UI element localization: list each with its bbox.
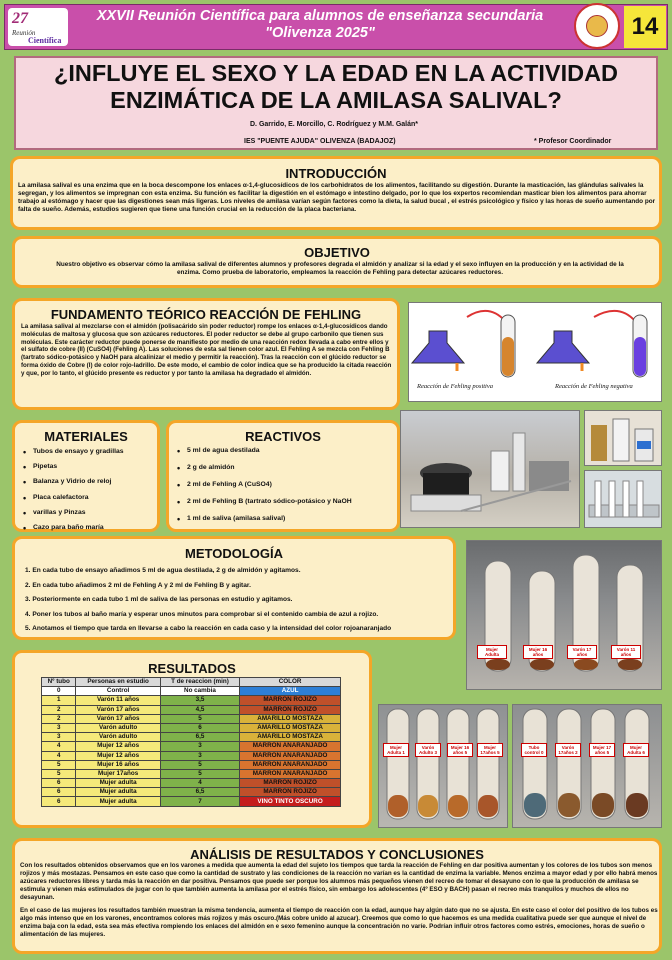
objetivo-heading: OBJETIVO [304, 245, 370, 260]
table-row [42, 751, 341, 760]
cell-color: MARRON ROJIZO [240, 705, 341, 714]
cell-tube: 3 [42, 723, 76, 732]
cell-person: Mujer adulta [76, 797, 160, 806]
reactivos-list [177, 447, 395, 530]
reagents-svg [585, 411, 662, 466]
analisis-text: Con los resultados obtenidos observamos que en los varones a medida que aumenta la edad del sujeto los tiempos que tarda la reacción de Fehling en dar positiva aumentan y los colores de los tubos son menos rojizos y más mostazas. Pensamos en este caso que como la cantidad de sustrato y las condiciones de la reacción no varían es la cantidad de enzima la variable. Menos enzima a mayor edad y por ello habrá menos azúcares reductores libres y tarda más la reacción en dar positiva. Pensamos que puede ser porque los alumnos más pequeños vienen del recreo de tomar el desayuno con lo que la producción de amilasa se estimula y vienen más estimulados de jugar con lo que también aumenta la amilasa por el estrés físico, sin embargo los adolescentes (4º ESO y BACH) pasan el recreo más tranquilos y muchos de ellos no desayunan. [20, 862, 658, 901]
fundamento-heading: FUNDAMENTO TEÓRICO REACCIÓN DE FEHLING [50, 307, 362, 322]
cell-tube: 4 [42, 742, 76, 751]
col-header: Nº tubo [42, 678, 76, 687]
cell-time: No cambia [160, 687, 239, 696]
cell-person: Varón adulto [76, 733, 160, 742]
tube-label: Varón 17años 2 [555, 743, 581, 757]
poster-title: ¿INFLUYE EL SEXO Y LA EDAD EN LA ACTIVIDAD ENZIMÁTICA DE LA AMILASA SALIVAL? [53, 60, 619, 113]
cell-time: 4,5 [160, 705, 239, 714]
lab-photo-svg [401, 411, 580, 528]
table-row [42, 733, 341, 742]
school-seal [574, 3, 620, 49]
table-row [42, 723, 341, 732]
cell-color: AMARILLO MOSTAZA [240, 723, 341, 732]
tube-label: Tubo control 0 [521, 743, 547, 757]
list-item: 5. Anotamos el tiempo que tarda en llevarse a cabo la reacción en cada caso y la intensidad del color rojoanaranjado [25, 625, 392, 633]
analisis-panel [12, 838, 662, 954]
resultados-panel [12, 650, 372, 828]
tube-label: Mujer Adulta 1 [383, 743, 409, 757]
table-row [42, 779, 341, 788]
cell-tube: 3 [42, 733, 76, 742]
tube-positive-fill [502, 337, 514, 376]
lab-materials-photo [400, 410, 580, 528]
cell-color: AMARILLO MOSTAZA [240, 714, 341, 723]
cell-time: 3 [160, 751, 239, 760]
logo-text-2: Científica [28, 36, 62, 45]
cell-tube: 2 [42, 714, 76, 723]
table-row [42, 687, 341, 696]
cell-color: MARRON ROJIZO [240, 779, 341, 788]
reactivos-panel [166, 420, 400, 532]
list-item: • Cazo para baño maría [23, 524, 155, 531]
cell-color: MARRON ROJIZO [240, 696, 341, 705]
cell-color: MARRON ANARANJADO [240, 769, 341, 778]
cell-person: Mujer adulta [76, 788, 160, 797]
cell-person: Varón 17 años [76, 714, 160, 723]
mixed-tubes-svg [513, 705, 662, 828]
flask-left-icon [412, 331, 464, 363]
tube-label: Varón 17 años [567, 645, 597, 659]
list-item: • Pipetas [23, 463, 155, 470]
tube-label: Varón 11 años [611, 645, 641, 659]
event-logo [8, 8, 68, 46]
metodologia-heading: METODOLOGÍA [185, 546, 283, 561]
women-tubes-photo [378, 704, 508, 828]
cell-tube: 4 [42, 751, 76, 760]
tube-label: Mujer 17 años 5 [589, 743, 615, 757]
cell-color: MARRON ROJIZO [240, 788, 341, 797]
objetivo-panel [12, 236, 662, 288]
introduccion-panel [10, 156, 662, 230]
cell-color: AMARILLO MOSTAZA [240, 733, 341, 742]
coordinator-note: * Profesor Coordinador [534, 138, 612, 145]
cell-tube: 6 [42, 779, 76, 788]
cell-time: 6,5 [160, 788, 239, 797]
cell-time: 6 [160, 723, 239, 732]
arrow-left-icon [467, 311, 505, 321]
tube-label: Mujer 16 años [523, 645, 553, 659]
table-header-row [42, 678, 341, 687]
col-header: T de reaccion (min) [160, 678, 239, 687]
table-row [42, 797, 341, 806]
cell-tube: 1 [42, 696, 76, 705]
list-item: • Placa calefactora [23, 494, 155, 501]
cell-person: Control [76, 687, 160, 696]
cell-time: 5 [160, 714, 239, 723]
cell-color: AZUL [240, 687, 341, 696]
cell-color: VINO TINTO OSCURO [240, 797, 341, 806]
introduccion-text: La amilasa salival es una enzima que en la boca descompone los enlaces α-1,4-glucosídicos de los carbohidratos de los alimentos, facilitando su digestión. Durante la masticación, las glándulas salivales la segregan, y los alimentos se impregnan con esta enzima. Su función es facilitar la digestión en el estómago e intestino delgado, por lo que los expertos recomiendan masticar bien los alimentos para ahorrar trabajo al estómago y hacer que las digestiones sean más ligeras. Los niveles de amilasa varían según factores como la dieta, la salud bucal , el estrés psicológico y físico y las horas de sueño aumentando por falta de sueño. Además, estudios sugieren que tiene una función crucial en la reducción de la placa bacteriana. [18, 182, 656, 214]
arrow-right-icon [594, 311, 635, 321]
cell-color: MARRON ANARANJADO [240, 760, 341, 769]
materiales-list [23, 448, 155, 539]
list-item: • 1 ml de saliva (amilasa salival) [177, 515, 395, 522]
table-row [42, 760, 341, 769]
tube-label: Mujer Adulta [477, 645, 507, 659]
results-table [41, 677, 341, 807]
cell-tube: 0 [42, 687, 76, 696]
table-row [42, 696, 341, 705]
tube-label: Mujer Adulta 6 [623, 743, 649, 757]
metodologia-steps [25, 567, 451, 640]
list-item: • varillas y Pinzas [23, 509, 155, 516]
cell-person: Mujer adulta [76, 779, 160, 788]
label-positive: Reacción de Fehling positiva [417, 383, 493, 390]
list-item: 1. En cada tubo de ensayo añadimos 5 ml de agua destilada, 2 g de almidón y agitamos. [25, 567, 301, 574]
tubes-results-svg [467, 541, 662, 690]
cell-person: Varón adulto [76, 723, 160, 732]
list-item: • 2 ml de Fehling B (tartrato sódico-potásico y NaOH [177, 498, 395, 505]
table-row [42, 714, 341, 723]
cell-person: Mujer 12 años [76, 742, 160, 751]
reactivos-heading: REACTIVOS [245, 429, 321, 444]
cell-time: 5 [160, 769, 239, 778]
objetivo-text: Nuestro objetivo es observar cómo la amilasa salival de diferentes alumnos y profesores degrada el almidón y analizar si la edad y el sexo influyen en la producción y en la actividad de la enzima. Como prueba de laboratorio, empleamos la reacción de Fehling para detectar azúcares reductores. [56, 261, 624, 277]
materiales-panel [12, 420, 160, 532]
tubes-rack-svg [585, 471, 662, 528]
women-tubes-svg [379, 705, 508, 828]
tubes-rack-photo [584, 470, 662, 528]
cell-tube: 2 [42, 705, 76, 714]
cell-time: 3,5 [160, 696, 239, 705]
cell-tube: 6 [42, 797, 76, 806]
list-item: • 2 g de almidón [177, 464, 395, 471]
cell-color: MARRON ANARANJADO [240, 751, 341, 760]
fundamento-text: La amilasa salival al mezclarse con el almidón (polisacárido sin poder reductor) rompe los enlaces α-1,4-glucosídicos dando moléculas de maltosa y glucosa que son azúcares reductores. El poder reductor se debe al grupo carbonilo que tienen sus moléculas. Este carácter reductor puede ponerse de manifiesto por medio de una reacción redox llevada a cabo entre ellos y el sulfato de cobre (II) (CuSO4) (Fehling A). Las soluciones de esta sal tienen color azul. El Fehling A se mezcla con Fehling B (tartrato sódico-potásico y NaOH para alcalinizar el medio y permitir la reacción). Tras la reacción con el glúcido reductor se forma óxido de Cobre (I) de color rojo-ladrillo. De este modo, el cambio de color indica que se ha producido la citada reacción y que, por lo tanto, el glúcido presente es reductor y por tanto la amilasa ha degradado el almidón. [21, 323, 392, 377]
cell-person: Mujer 16 años [76, 760, 160, 769]
reagents-photo [584, 410, 662, 466]
cell-tube: 5 [42, 760, 76, 769]
tube-label: Mujer 16 años 5 [447, 743, 473, 757]
cell-person: Mujer 12 años [76, 751, 160, 760]
cell-time: 6,5 [160, 733, 239, 742]
cell-tube: 6 [42, 788, 76, 797]
list-item: • Tubos de ensayo y gradillas [23, 448, 155, 455]
cell-tube: 5 [42, 769, 76, 778]
tube-negative-fill [634, 337, 646, 376]
resultados-heading: RESULTADOS [148, 661, 236, 676]
authors: D. Garrido, E. Morcillo, C. Rodríguez y M.M. Galán* [250, 121, 419, 128]
fehling-diagram [408, 302, 662, 402]
logo-text: Reunión [12, 29, 36, 37]
mixed-tubes-photo [512, 704, 662, 828]
tube-label: Varón Adulto 3 [415, 743, 441, 757]
tubes-results-photo [466, 540, 662, 690]
flask-right-icon [537, 331, 589, 363]
analisis-text-2: En el caso de las mujeres los resultados también muestran la misma tendencia, aumenta el tiempo de reacción con la edad, aunque hay algún dato que no se ajusta. En este caso el color del positivo de los tubos es algo más intenso que en los varones, encontramos colores más rojizos y más oscuro.(Más cobre unido al azucar). Creemos que como lo que hacemos es una medida cualitativa puede ser que aunque el nivel de enzima baja con la edad, esta sea más efectiva rompiendo los enlaces del almidón en e sexo femenino aunque la concentración no varíe. Podrían influir otros factores como estrés, emociones, horas de sueño o alimentación de las mujeres. [20, 907, 658, 938]
table-row [42, 788, 341, 797]
list-item: • 5 ml de agua destilada [177, 447, 395, 454]
analisis-heading: ANÁLISIS DE RESULTADOS Y CONCLUSIONES [190, 847, 484, 862]
poster-number: 14 [624, 6, 666, 48]
table-row [42, 769, 341, 778]
metodologia-panel [12, 536, 456, 640]
cell-time: 4 [160, 779, 239, 788]
event-title: XXVII Reunión Científica para alumnos de enseñanza secundaria "Olivenza 2025" [96, 8, 544, 41]
cell-person: Mujer 17años [76, 769, 160, 778]
list-item: • Balanza y Vidrio de reloj [23, 478, 155, 485]
list-item: 3. Posteriormente en cada tubo 1 ml de saliva de las personas en estudio y agitamos. [25, 596, 293, 604]
cell-color: MARRON ANARANJADO [240, 742, 341, 751]
col-header: Personas en estudio [76, 678, 160, 687]
seal-emblem-icon [586, 15, 608, 37]
col-header: COLOR [240, 678, 341, 687]
list-item: 2. En cada tubo añadimos 2 ml de Fehling A y 2 ml de Fehling B y agitar. [25, 581, 251, 589]
list-item: 4. Poner los tubos al baño maría y esperar unos minutos para comprobar si el contenido cambia de azul a rojizo. [25, 610, 379, 618]
cell-person: Varón 17 años [76, 705, 160, 714]
list-item: • 2 ml de Fehling A (CuSO4) [177, 481, 395, 488]
cell-time: 3 [160, 742, 239, 751]
table-row [42, 742, 341, 751]
cell-person: Varón 11 años [76, 696, 160, 705]
table-row [42, 705, 341, 714]
logo-number: 27 [12, 10, 28, 27]
label-negative: Reacción de Fehling negativa [555, 383, 633, 390]
cell-time: 7 [160, 797, 239, 806]
tube-label: Mujer 17años 5 [477, 743, 503, 757]
cell-time: 5 [160, 760, 239, 769]
school-name: IES "PUENTE AJUDA" OLIVENZA (BADAJOZ) [244, 138, 396, 145]
fundamento-panel [12, 298, 400, 410]
materiales-heading: MATERIALES [44, 429, 128, 444]
introduccion-heading: INTRODUCCIÓN [285, 166, 387, 181]
